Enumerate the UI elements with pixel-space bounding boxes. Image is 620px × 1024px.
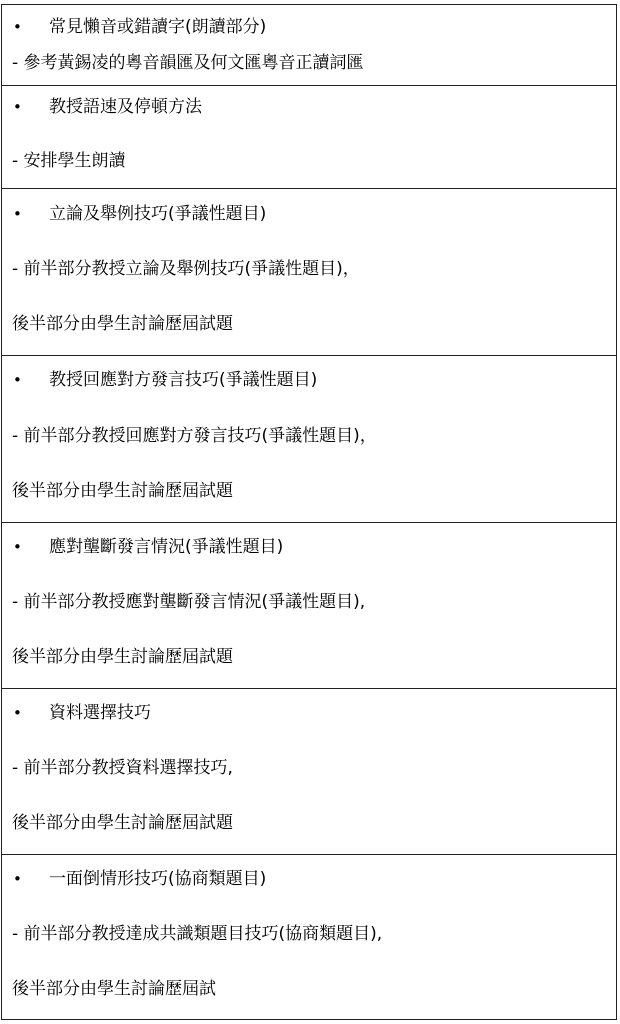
bullet-icon: • bbox=[13, 98, 22, 116]
row-heading-text: 常見懶音或錯讀字(朗讀部分) bbox=[49, 17, 267, 37]
row-detail-line: 後半部分由學生討論歷屆試題 bbox=[12, 813, 233, 833]
row-detail-line: - 前半部分教授應對壟斷發言情況(爭議性題目), bbox=[12, 592, 366, 612]
bullet-icon: • bbox=[13, 704, 22, 722]
row-heading bbox=[13, 16, 266, 38]
row-detail-line: 後半部分由學生討論歷屆試題 bbox=[12, 481, 233, 501]
row-detail-line: 後半部分由學生討論歷屆試 bbox=[12, 979, 216, 999]
bullet-icon: • bbox=[13, 870, 22, 888]
row-heading bbox=[13, 702, 151, 724]
syllabus-table bbox=[1, 4, 617, 1020]
row-heading bbox=[13, 203, 266, 225]
row-heading bbox=[13, 369, 317, 391]
bullet-icon: • bbox=[13, 371, 22, 389]
table-row bbox=[2, 355, 616, 522]
table-row bbox=[2, 854, 616, 1019]
row-detail-line: - 前半部分教授資料選擇技巧, bbox=[12, 758, 233, 778]
row-heading-text: 立論及舉例技巧(爭議性題目) bbox=[49, 204, 267, 224]
row-heading-text: 教授回應對方發言技巧(爭議性題目) bbox=[49, 370, 318, 390]
table-row bbox=[2, 522, 616, 688]
row-heading-text: 一面倒情形技巧(協商類題目) bbox=[49, 869, 267, 889]
row-heading-text: 教授語速及停頓方法 bbox=[49, 97, 202, 117]
row-heading bbox=[13, 536, 283, 558]
table-row bbox=[2, 5, 616, 85]
row-detail-line: 後半部分由學生討論歷屆試題 bbox=[12, 314, 233, 334]
table-row bbox=[2, 688, 616, 854]
row-heading-text: 應對壟斷發言情況(爭議性題目) bbox=[49, 537, 284, 557]
row-detail-line: - 前半部分教授立論及舉例技巧(爭議性題目)， bbox=[12, 259, 360, 279]
bullet-icon: • bbox=[13, 18, 22, 36]
row-detail-line: - 安排學生朗讀 bbox=[12, 151, 126, 171]
bullet-icon: • bbox=[13, 538, 22, 556]
row-detail-line: 後半部分由學生討論歷屆試題 bbox=[12, 647, 233, 667]
table-row bbox=[2, 85, 616, 188]
table-row bbox=[2, 188, 616, 355]
row-detail-line: - 前半部分教授達成共識類題目技巧(協商類題目), bbox=[12, 924, 383, 944]
row-heading bbox=[13, 96, 202, 118]
row-heading-text: 資料選擇技巧 bbox=[49, 703, 151, 723]
bullet-icon: • bbox=[13, 205, 22, 223]
row-heading bbox=[13, 868, 266, 890]
row-detail-line: - 參考黃錫凌的粵音韻匯及何文匯粵音正讀詞匯 bbox=[12, 53, 364, 73]
row-detail-line: - 前半部分教授回應對方發言技巧(爭議性題目)， bbox=[12, 426, 377, 446]
